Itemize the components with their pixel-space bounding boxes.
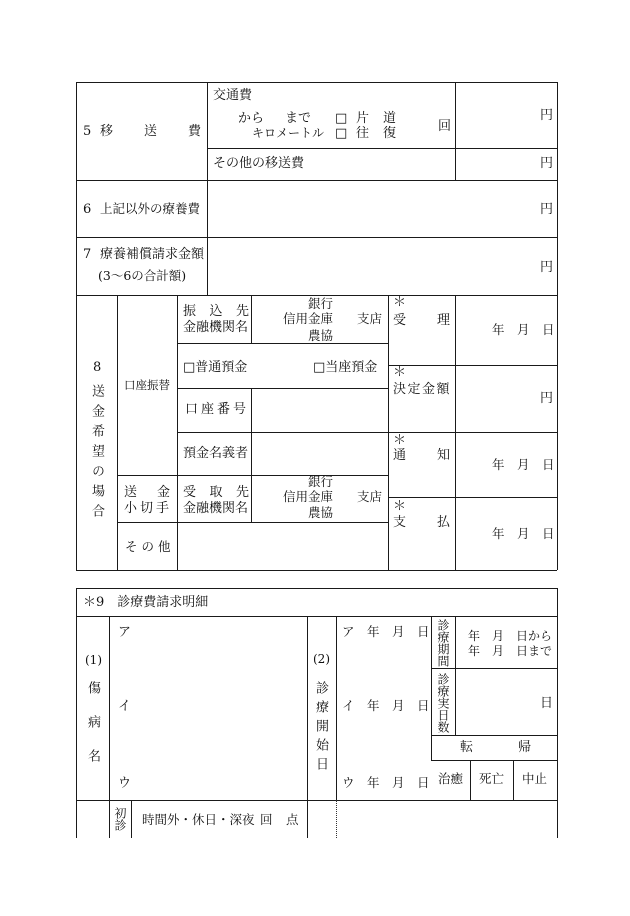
notified-date: 年 月 日: [492, 457, 555, 472]
decided-amount-label: 決定金額: [393, 382, 452, 397]
recipient-bank-label-line2: 金融機関名: [183, 501, 249, 516]
after-hours-points-unit: 点: [286, 812, 299, 827]
actual-days-label: 診療実日数: [436, 673, 450, 733]
table2-top-rule: [76, 588, 557, 589]
account-number-label: 口座番号: [185, 402, 250, 417]
round-trip-label: 往復: [356, 126, 411, 141]
round-trip-checkbox[interactable]: □: [335, 126, 348, 141]
section8-label: 送金希望の場合: [89, 384, 104, 524]
received-row-rule: [388, 365, 557, 366]
recipient-bank-type-agri-coop: 農協: [308, 505, 334, 520]
section5-label: 移送費: [100, 124, 233, 139]
trip-count-unit: 回: [438, 119, 452, 134]
period-label-column-rule: [431, 616, 432, 760]
injury-row-a-label: ア: [118, 625, 132, 640]
ordinary-deposit-checkbox[interactable]: □普通預金: [183, 360, 248, 375]
total-claim-amount-field[interactable]: [208, 238, 556, 294]
notified-row-rule: [388, 497, 557, 498]
outcome-option-died[interactable]: 死亡: [479, 771, 505, 786]
transport-to-label: まで: [285, 111, 312, 126]
transfer-bank-label-line2: 金融機関名: [183, 320, 249, 335]
current-deposit-checkbox[interactable]: □当座預金: [313, 360, 378, 375]
decided-amount-mark: ＊: [393, 365, 407, 380]
table2-left-rule: [76, 588, 77, 838]
actual-days-row-rule: [431, 735, 557, 736]
transfer-bank-branch: 支店: [357, 311, 383, 326]
injury-name-label: 傷病名: [85, 681, 100, 783]
one-way-checkbox[interactable]: □: [335, 111, 348, 126]
injury-name-field-b[interactable]: [130, 680, 306, 740]
remittance-check-label-line1: 送金: [124, 485, 191, 500]
treatment-period-from[interactable]: 年 月 日から: [468, 629, 553, 643]
section9-title: ＊9 診療費請求明細: [83, 595, 209, 610]
recipient-bank-label-line1: 受取先: [183, 485, 263, 500]
table1-bottom-rule: [76, 570, 557, 571]
other-medical-cost-amount-field[interactable]: [208, 181, 556, 236]
transport-from-label: から: [238, 111, 265, 126]
treatment-start-date-c[interactable]: ウ 年 月 日: [342, 775, 430, 790]
paid-label: 支払: [393, 515, 482, 530]
injury-name-field-c[interactable]: [130, 742, 306, 799]
kilometer-label: キロメートル: [252, 126, 325, 140]
other-transport-yen-unit: 円: [540, 156, 554, 171]
after-hours-times-unit: 回: [260, 812, 273, 827]
transfer-bank-type-credit-union: 信用金庫: [283, 311, 334, 326]
account-holder-field[interactable]: [252, 433, 387, 474]
transport-fare-label: 交通費: [213, 88, 253, 103]
account-number-field[interactable]: [252, 389, 387, 431]
table1-left-rule: [76, 82, 77, 570]
recipient-bank-branch: 支店: [357, 489, 383, 504]
injury-row-c-label: ウ: [118, 776, 132, 791]
treatment-start-date-a[interactable]: ア 年 月 日: [342, 624, 430, 639]
outcome-divider-rule-1: [470, 760, 471, 800]
injury-row-b-label: イ: [118, 699, 132, 714]
outcome-label: 転帰: [460, 740, 577, 755]
outcome-option-discontinued[interactable]: 中止: [522, 771, 548, 786]
after-hours-label: 時間外・休日・深夜: [142, 812, 255, 827]
section7-yen-unit: 円: [540, 260, 554, 275]
section7-number: 7: [83, 247, 92, 262]
table1-right-rule: [557, 82, 558, 570]
section6-number: 6: [83, 202, 92, 217]
first-visit-label: 初診: [113, 807, 127, 831]
treatment-start-date-b[interactable]: イ 年 月 日: [342, 698, 430, 713]
start-date-label-column-rule: [336, 616, 337, 800]
decided-amount-yen-unit: 円: [540, 391, 554, 406]
treatment-start-label: 診療開始日: [313, 681, 328, 776]
office-use-column-rule: [388, 295, 389, 570]
other-transport-label: その他の移送費: [213, 156, 305, 171]
treatment-start-number: (2): [313, 652, 330, 666]
other-method-field[interactable]: [178, 523, 387, 569]
notified-label: 通知: [393, 448, 482, 463]
first-visit-label-rule: [131, 800, 132, 838]
recipient-bank-type-credit-union: 信用金庫: [283, 489, 334, 504]
injury-name-column-rule: [307, 616, 308, 838]
transfer-bank-label-line1: 振込先: [183, 304, 263, 319]
account-holder-label: 預金名義者: [183, 446, 249, 461]
treatment-period-label: 診療期間: [436, 619, 450, 667]
section5-number: 5: [83, 124, 92, 139]
bank-row-rule: [177, 343, 388, 344]
outcome-label-row-rule: [431, 760, 557, 761]
paid-date: 年 月 日: [492, 526, 555, 541]
paid-mark: ＊: [393, 499, 407, 514]
transport-yen-unit: 円: [540, 108, 554, 123]
dotted-divider-rule: [336, 800, 337, 838]
section7-label: 療養補償請求金額: [100, 247, 205, 262]
received-label: 受理: [393, 313, 482, 328]
outcome-divider-rule-2: [513, 760, 514, 800]
injury-label-column-rule: [109, 616, 110, 838]
received-date: 年 月 日: [492, 322, 555, 337]
received-mark: ＊: [393, 295, 407, 310]
other-method-label: その他: [125, 539, 175, 554]
recipient-bank-type-bank: 銀行: [308, 474, 334, 489]
injury-name-field-a[interactable]: [130, 617, 306, 677]
section6-yen-unit: 円: [540, 202, 554, 217]
section8-label-column-rule: [117, 295, 118, 570]
one-way-label: 片道: [356, 111, 411, 126]
injury-name-number: (1): [85, 653, 102, 667]
treatment-period-to[interactable]: 年 月 日まで: [468, 644, 553, 658]
section8-number: 8: [93, 360, 102, 375]
notified-mark: ＊: [393, 433, 407, 448]
transfer-bank-type-bank: 銀行: [308, 296, 334, 311]
transfer-bank-type-agri-coop: 農協: [308, 328, 334, 343]
first-visit-row-rule: [76, 800, 557, 801]
table2-right-rule: [557, 588, 558, 838]
remittance-check-label-line2: 小切手: [124, 501, 173, 516]
outcome-option-cured[interactable]: 治癒: [438, 771, 464, 786]
section7-sublabel: (3〜6の合計額): [98, 268, 187, 283]
account-transfer-label: 口座振替: [124, 378, 170, 392]
section6-label: 上記以外の療養費: [100, 201, 201, 216]
actual-days-unit: 日: [540, 696, 554, 711]
